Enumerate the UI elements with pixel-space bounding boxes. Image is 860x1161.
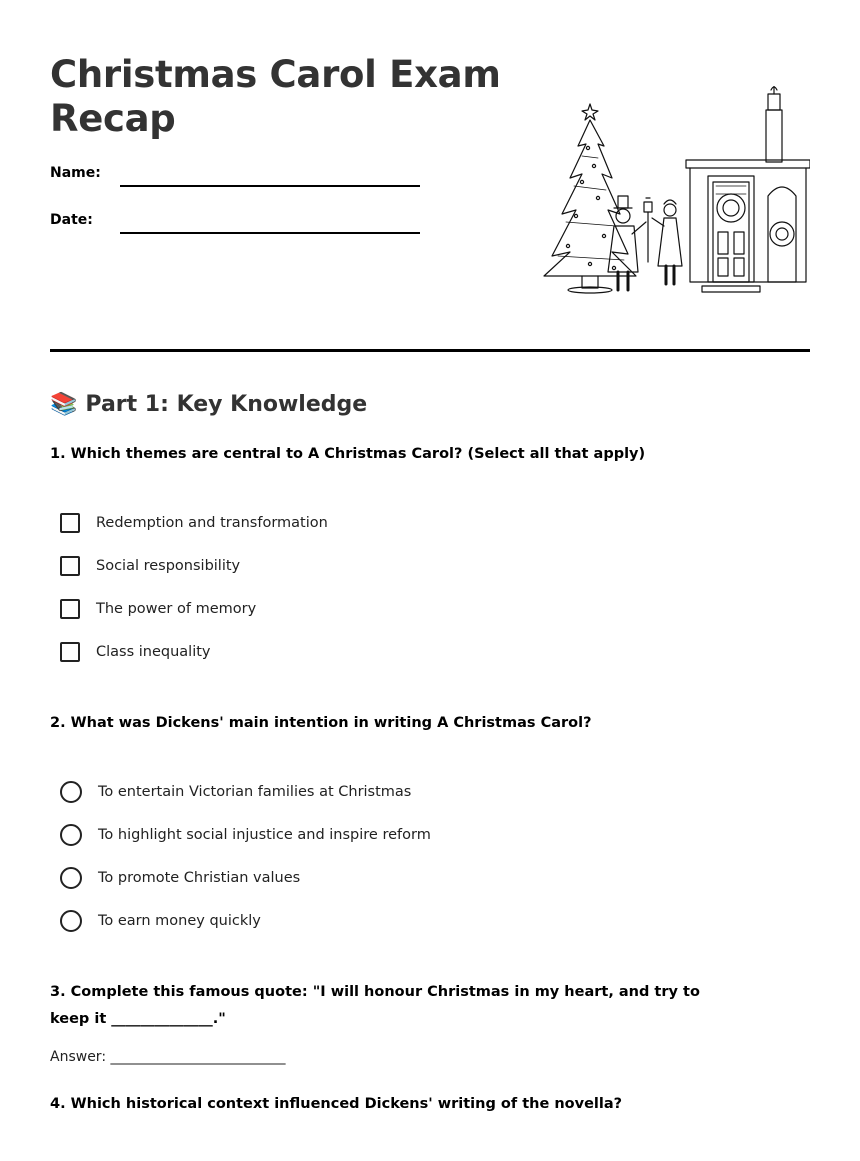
question-4: 4. Which historical context influenced Dickens' writing of the novella? <box>50 1096 623 1112</box>
q3-answer-field[interactable]: Answer: _________________________ <box>50 1049 286 1065</box>
checkbox[interactable] <box>60 513 80 533</box>
christmas-tree-icon <box>544 104 636 293</box>
section-title: Part 1: Key Knowledge <box>85 391 368 417</box>
q1-option-2[interactable] <box>60 554 240 578</box>
name-label: Name: <box>50 165 101 181</box>
name-input-line[interactable] <box>120 185 420 187</box>
checkbox[interactable] <box>60 599 80 619</box>
lantern-icon <box>644 198 652 262</box>
name-field[interactable] <box>50 165 420 189</box>
q1-option-3[interactable] <box>60 597 256 621</box>
date-label: Date: <box>50 212 93 228</box>
date-input-line[interactable] <box>120 232 420 234</box>
option-label: The power of memory <box>96 601 257 617</box>
q1-option-4[interactable] <box>60 640 211 664</box>
books-icon: 📚 <box>50 391 78 417</box>
option-label: To earn money quickly <box>98 913 261 929</box>
date-field[interactable] <box>50 212 420 236</box>
option-label: Class inequality <box>96 644 211 660</box>
option-label: Social responsibility <box>96 558 241 574</box>
radio-button[interactable] <box>60 910 82 932</box>
q2-option-3[interactable] <box>60 866 300 890</box>
question-2: 2. What was Dickens' main intention in writing A Christmas Carol? <box>50 715 592 731</box>
chimney-icon <box>766 86 782 162</box>
checkbox[interactable] <box>60 556 80 576</box>
radio-button[interactable] <box>60 781 82 803</box>
christmas-scene-illustration <box>538 86 810 300</box>
question-1: 1. Which themes are central to A Christmas Carol? (Select all that apply) <box>50 446 646 462</box>
worksheet-page <box>50 0 810 1161</box>
page-title: Christmas Carol Exam Recap <box>50 53 501 140</box>
option-label: To promote Christian values <box>98 870 301 886</box>
section-heading <box>50 389 367 419</box>
option-label: To entertain Victorian families at Christmas <box>98 784 412 800</box>
checkbox[interactable] <box>60 642 80 662</box>
radio-button[interactable] <box>60 867 82 889</box>
question-3: 3. Complete this famous quote: "I will honour Christmas in my heart, and try to keep it ______________." <box>50 984 700 1027</box>
house-door-icon <box>686 160 810 292</box>
q2-option-1[interactable] <box>60 780 411 804</box>
option-label: To highlight social injustice and inspire reform <box>98 827 431 843</box>
radio-button[interactable] <box>60 824 82 846</box>
q2-option-2[interactable] <box>60 823 431 847</box>
option-label: Redemption and transformation <box>96 515 328 531</box>
q1-option-1[interactable] <box>60 511 328 535</box>
q2-option-4[interactable] <box>60 909 261 933</box>
header-divider <box>50 349 810 352</box>
caroler-woman-icon <box>652 200 682 284</box>
